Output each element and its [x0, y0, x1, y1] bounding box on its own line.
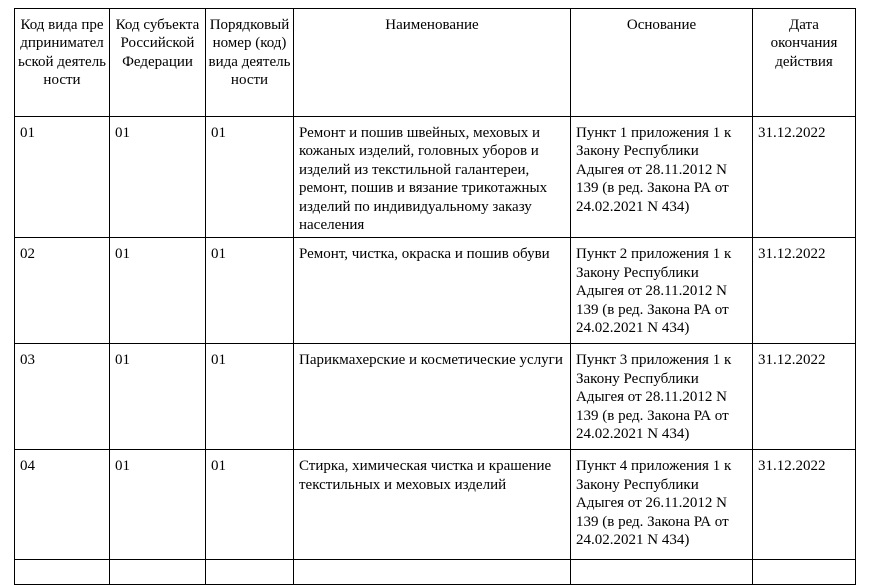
cell-empty — [294, 560, 571, 585]
cell-empty — [15, 560, 110, 585]
cell-end-date: 31.12.2022 — [753, 117, 856, 238]
cell-activity-code: 04 — [15, 450, 110, 560]
table-row-partial — [15, 560, 856, 585]
activity-codes-table — [14, 8, 856, 585]
cell-name: Парикмахерские и косметические услуги — [294, 344, 571, 450]
cell-basis: Пункт 1 приложения 1 к Закону Республики Адыгея от 28.11.2012 N 139 (в ред. Закона РА от 24.02.2021 N 434) — [571, 117, 753, 238]
cell-name: Ремонт и пошив швейных, меховых и кожаных изделий, головных уборов и изделий из текстильной галантереи, ремонт, пошив и вязание трикотажных изделий по индивидуальному заказу населения — [294, 117, 571, 238]
header-basis: Основание — [571, 9, 753, 117]
table-row — [15, 117, 856, 238]
cell-end-date: 31.12.2022 — [753, 450, 856, 560]
cell-name: Ремонт, чистка, окраска и пошив обуви — [294, 238, 571, 344]
header-activity-code: Код вида предпринимательской деятельности — [15, 9, 110, 117]
cell-region-code: 01 — [110, 344, 206, 450]
cell-empty — [571, 560, 753, 585]
header-seq-number: Порядковый номер (код) вида деятельности — [206, 9, 294, 117]
cell-name: Стирка, химическая чистка и крашение текстильных и меховых изделий — [294, 450, 571, 560]
cell-region-code: 01 — [110, 450, 206, 560]
cell-empty — [110, 560, 206, 585]
cell-seq-number: 01 — [206, 117, 294, 238]
cell-activity-code: 02 — [15, 238, 110, 344]
table-row — [15, 344, 856, 450]
cell-seq-number: 01 — [206, 450, 294, 560]
table-row — [15, 238, 856, 344]
header-name: Наименование — [294, 9, 571, 117]
cell-basis: Пункт 4 приложения 1 к Закону Республики Адыгея от 26.11.2012 N 139 (в ред. Закона РА от 24.02.2021 N 434) — [571, 450, 753, 560]
cell-end-date: 31.12.2022 — [753, 238, 856, 344]
table-row — [15, 450, 856, 560]
cell-seq-number: 01 — [206, 344, 294, 450]
cell-end-date: 31.12.2022 — [753, 344, 856, 450]
cell-activity-code: 01 — [15, 117, 110, 238]
cell-region-code: 01 — [110, 238, 206, 344]
cell-empty — [206, 560, 294, 585]
table-header-row — [15, 9, 856, 117]
header-region-code: Код субъекта Российской Федерации — [110, 9, 206, 117]
cell-basis: Пункт 2 приложения 1 к Закону Республики Адыгея от 28.11.2012 N 139 (в ред. Закона РА от 24.02.2021 N 434) — [571, 238, 753, 344]
cell-activity-code: 03 — [15, 344, 110, 450]
cell-empty — [753, 560, 856, 585]
header-end-date: Дата окончания действия — [753, 9, 856, 117]
cell-seq-number: 01 — [206, 238, 294, 344]
cell-region-code: 01 — [110, 117, 206, 238]
cell-basis: Пункт 3 приложения 1 к Закону Республики Адыгея от 28.11.2012 N 139 (в ред. Закона РА от 24.02.2021 N 434) — [571, 344, 753, 450]
